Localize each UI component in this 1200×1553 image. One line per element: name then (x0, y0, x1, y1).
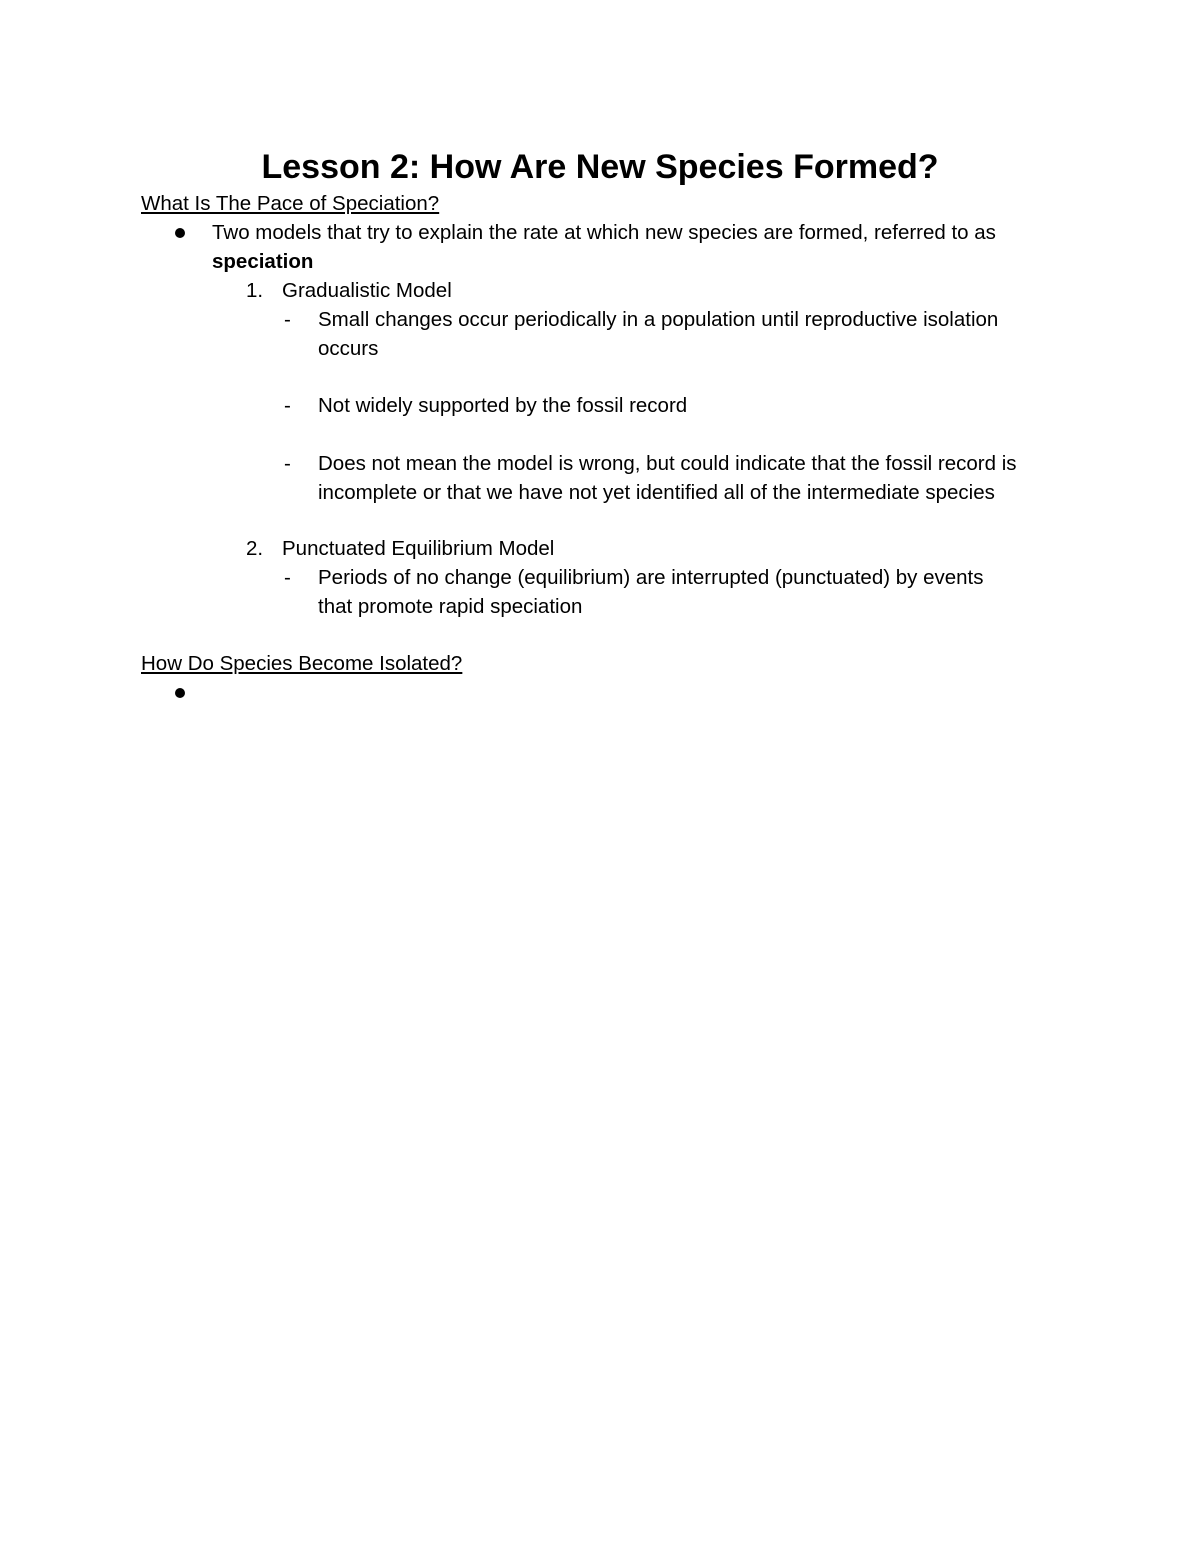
dash-marker: - (284, 452, 291, 475)
bullet-icon (175, 688, 185, 698)
dash-marker: - (284, 308, 291, 331)
model-name-punctuated: Punctuated Equilibrium Model (282, 537, 555, 560)
list-item-line: Periods of no change (equilibrium) are interrupted (punctuated) by events (318, 566, 984, 589)
list-number-1: 1. (246, 279, 264, 302)
list-item-line: Does not mean the model is wrong, but could indicate that the fossil record is (318, 452, 1017, 475)
model-name-gradualistic: Gradualistic Model (282, 279, 452, 302)
section-heading-isolated: How Do Species Become Isolated? (141, 652, 463, 675)
section-heading-pace: What Is The Pace of Speciation? (141, 192, 440, 215)
page-title: Lesson 2: How Are New Species Formed? (261, 148, 939, 186)
list-item-line: occurs (318, 337, 379, 360)
list-number-2: 2. (246, 537, 264, 560)
list-item-line: Small changes occur periodically in a population until reproductive isolation (318, 308, 999, 331)
dash-marker: - (284, 394, 291, 417)
list-item-line: incomplete or that we have not yet identified all of the intermediate species (318, 481, 995, 504)
bullet-term-speciation: speciation (212, 250, 314, 273)
list-item-line: that promote rapid speciation (318, 595, 583, 618)
bullet-text-line1: Two models that try to explain the rate at which new species are formed, referred to as (212, 221, 996, 244)
dash-marker: - (284, 566, 291, 589)
bullet-icon (175, 228, 185, 238)
list-item-line: Not widely supported by the fossil record (318, 394, 688, 417)
